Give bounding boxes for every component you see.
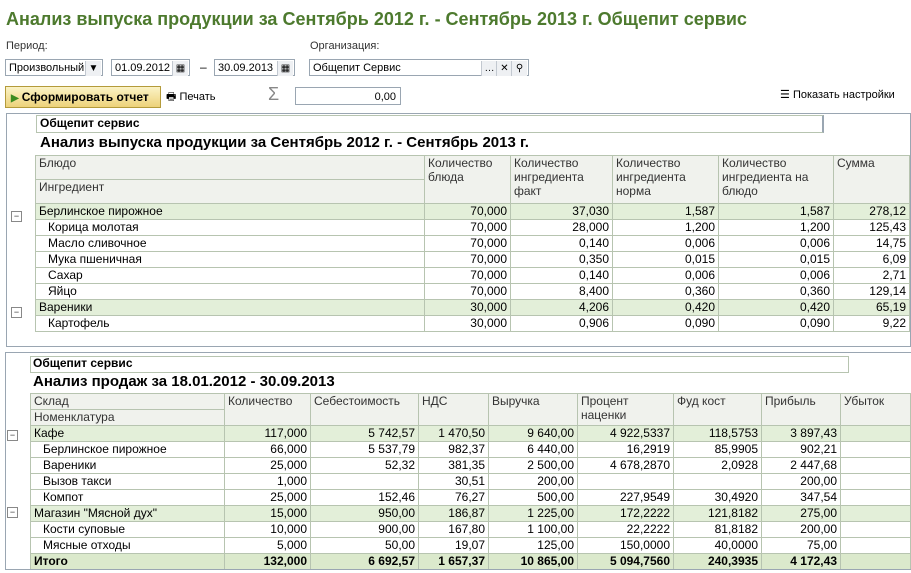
cell-value: 40,0000 bbox=[674, 538, 762, 554]
cell-value: 172,2222 bbox=[578, 506, 674, 522]
collapse-icon[interactable]: − bbox=[11, 211, 22, 222]
table-row[interactable] bbox=[36, 252, 910, 268]
row-name: Яйцо bbox=[36, 284, 425, 300]
row-name: Компот bbox=[31, 490, 225, 506]
table-row[interactable] bbox=[31, 474, 911, 490]
cell-value: 152,46 bbox=[311, 490, 419, 506]
period-type-value: Произвольный bbox=[9, 62, 85, 74]
col-foodcost: Фуд кост bbox=[674, 394, 762, 426]
cell-value: 30,51 bbox=[419, 474, 489, 490]
cell-value bbox=[311, 474, 419, 490]
cell-value: 1 470,50 bbox=[419, 426, 489, 442]
sum-field: 0,00 bbox=[295, 87, 401, 105]
play-icon: ▶ bbox=[11, 93, 19, 104]
cell-value: 28,000 bbox=[511, 220, 613, 236]
cell-value: 70,000 bbox=[425, 236, 511, 252]
table-row[interactable] bbox=[31, 442, 911, 458]
row-name: Корица молотая bbox=[36, 220, 425, 236]
row-name: Картофель bbox=[36, 316, 425, 332]
col-dish: Блюдо bbox=[36, 156, 425, 180]
cell-value: 22,2222 bbox=[578, 522, 674, 538]
generate-report-button[interactable] bbox=[5, 86, 161, 108]
cell-value: 65,19 bbox=[834, 300, 910, 316]
col-ingredient: Ингредиент bbox=[36, 180, 425, 204]
cell-value: 5 742,57 bbox=[311, 426, 419, 442]
table-row[interactable] bbox=[31, 522, 911, 538]
calendar-icon[interactable]: ▦ bbox=[172, 61, 188, 76]
cell-value: 75,00 bbox=[762, 538, 841, 554]
cell-value: 900,00 bbox=[311, 522, 419, 538]
row-name: Вызов такси bbox=[31, 474, 225, 490]
date-to-value: 30.09.2013 bbox=[218, 62, 274, 74]
cell-value: 0,006 bbox=[719, 236, 834, 252]
collapse-icon[interactable]: − bbox=[7, 430, 18, 441]
cell-value: 200,00 bbox=[762, 522, 841, 538]
cell-value: 0,906 bbox=[511, 316, 613, 332]
cell-value: 30,4920 bbox=[674, 490, 762, 506]
date-from-field[interactable] bbox=[111, 59, 190, 76]
cell-value bbox=[841, 474, 911, 490]
col-vat: НДС bbox=[419, 394, 489, 426]
col-nomenclature: Номенклатура bbox=[31, 410, 225, 426]
cell-value bbox=[674, 474, 762, 490]
ellipsis-icon[interactable]: … bbox=[481, 61, 497, 76]
cell-value bbox=[841, 426, 911, 442]
cell-value: 129,14 bbox=[834, 284, 910, 300]
col-markup: Процент наценки bbox=[578, 394, 674, 426]
cell-value: 0,420 bbox=[719, 300, 834, 316]
total-row bbox=[31, 554, 911, 570]
sales-table bbox=[30, 393, 911, 570]
cell-value: 275,00 bbox=[762, 506, 841, 522]
cell-value: 9 640,00 bbox=[489, 426, 578, 442]
row-name: Берлинское пирожное bbox=[36, 204, 425, 220]
clear-icon[interactable]: ✕ bbox=[496, 61, 512, 76]
cell-value: 19,07 bbox=[419, 538, 489, 554]
row-name: Вареники bbox=[31, 458, 225, 474]
print-button[interactable] bbox=[166, 88, 216, 107]
cell-value: 125,43 bbox=[834, 220, 910, 236]
cell-value: 2 500,00 bbox=[489, 458, 578, 474]
production-report bbox=[6, 113, 911, 347]
col-qty-norm: Количество ингредиента норма bbox=[613, 156, 719, 204]
print-label: Печать bbox=[179, 91, 216, 103]
show-settings-button[interactable] bbox=[780, 88, 895, 101]
cell-value: 70,000 bbox=[425, 220, 511, 236]
org-label: Организация: bbox=[310, 40, 380, 52]
cell-value: 167,80 bbox=[419, 522, 489, 538]
col-profit: Прибыль bbox=[762, 394, 841, 426]
total-value bbox=[841, 554, 911, 570]
total-value: 240,3935 bbox=[674, 554, 762, 570]
chevron-down-icon[interactable]: ▼ bbox=[85, 61, 101, 76]
period-label: Период: bbox=[6, 40, 48, 52]
cell-value bbox=[841, 538, 911, 554]
cell-value: 30,000 bbox=[425, 316, 511, 332]
cell-value: 227,9549 bbox=[578, 490, 674, 506]
cell-value: 15,000 bbox=[225, 506, 311, 522]
cell-value: 1 225,00 bbox=[489, 506, 578, 522]
table-row[interactable] bbox=[31, 458, 911, 474]
report2-org: Общепит сервис bbox=[33, 356, 133, 370]
cell-value: 902,21 bbox=[762, 442, 841, 458]
cell-value: 6,09 bbox=[834, 252, 910, 268]
col-cost: Себестоимость bbox=[311, 394, 419, 426]
report1-title: Анализ выпуска продукции за Сентябрь 2012 г. - Сентябрь 2013 г. bbox=[40, 134, 529, 151]
cell-value: 0,015 bbox=[719, 252, 834, 268]
cell-value: 3 897,43 bbox=[762, 426, 841, 442]
table-row[interactable] bbox=[36, 284, 910, 300]
cell-value: 2,71 bbox=[834, 268, 910, 284]
total-value: 1 657,37 bbox=[419, 554, 489, 570]
cell-value: 0,006 bbox=[613, 268, 719, 284]
cell-value: 70,000 bbox=[425, 284, 511, 300]
cell-value: 500,00 bbox=[489, 490, 578, 506]
row-name: Масло сливочное bbox=[36, 236, 425, 252]
row-name: Берлинское пирожное bbox=[31, 442, 225, 458]
cell-value: 76,27 bbox=[419, 490, 489, 506]
printer-icon: 🖶 bbox=[166, 91, 177, 103]
sigma-icon: Σ bbox=[268, 84, 280, 104]
col-qty-per-dish: Количество ингредиента на блюдо bbox=[719, 156, 834, 204]
row-name: Кафе bbox=[31, 426, 225, 442]
cell-value: 125,00 bbox=[489, 538, 578, 554]
cell-value: 1,587 bbox=[719, 204, 834, 220]
total-value: 5 094,7560 bbox=[578, 554, 674, 570]
cell-value: 4 922,5337 bbox=[578, 426, 674, 442]
cell-value: 2,0928 bbox=[674, 458, 762, 474]
cell-value: 0,350 bbox=[511, 252, 613, 268]
org-value: Общепит Сервис bbox=[313, 62, 401, 74]
sales-report bbox=[5, 352, 911, 570]
cell-value: 0,090 bbox=[613, 316, 719, 332]
cell-value: 4,206 bbox=[511, 300, 613, 316]
cell-value: 1,000 bbox=[225, 474, 311, 490]
cell-value: 4 678,2870 bbox=[578, 458, 674, 474]
table-row[interactable] bbox=[36, 268, 910, 284]
collapse-icon[interactable]: − bbox=[7, 507, 18, 518]
org-field[interactable] bbox=[309, 59, 529, 76]
col-qty: Количество bbox=[225, 394, 311, 426]
cell-value: 950,00 bbox=[311, 506, 419, 522]
cell-value: 121,8182 bbox=[674, 506, 762, 522]
org-header-box bbox=[36, 115, 824, 133]
cell-value: 5,000 bbox=[225, 538, 311, 554]
row-name: Мясные отходы bbox=[31, 538, 225, 554]
report2-title: Анализ продаж за 18.01.2012 - 30.09.2013 bbox=[33, 373, 335, 390]
row-name: Сахар bbox=[36, 268, 425, 284]
total-label: Итого bbox=[31, 554, 225, 570]
cell-value: 0,360 bbox=[613, 284, 719, 300]
cell-value: 30,000 bbox=[425, 300, 511, 316]
cell-value: 2 447,68 bbox=[762, 458, 841, 474]
cell-value: 66,000 bbox=[225, 442, 311, 458]
cell-value: 70,000 bbox=[425, 204, 511, 220]
cell-value: 5 537,79 bbox=[311, 442, 419, 458]
cell-value: 10,000 bbox=[225, 522, 311, 538]
search-icon[interactable]: ⚲ bbox=[511, 61, 527, 76]
cell-value: 85,9905 bbox=[674, 442, 762, 458]
table-row[interactable] bbox=[36, 236, 910, 252]
cell-value bbox=[578, 474, 674, 490]
production-table bbox=[35, 155, 910, 332]
cell-value: 1,200 bbox=[613, 220, 719, 236]
cell-value bbox=[841, 442, 911, 458]
cell-value: 9,22 bbox=[834, 316, 910, 332]
row-name: Магазин "Мясной дух" bbox=[31, 506, 225, 522]
col-revenue: Выручка bbox=[489, 394, 578, 426]
cell-value: 52,32 bbox=[311, 458, 419, 474]
total-value: 4 172,43 bbox=[762, 554, 841, 570]
cell-value: 25,000 bbox=[225, 458, 311, 474]
cell-value: 0,006 bbox=[719, 268, 834, 284]
show-settings-label: Показать настройки bbox=[792, 89, 895, 101]
cell-value: 347,54 bbox=[762, 490, 841, 506]
date-to-field[interactable] bbox=[214, 59, 295, 76]
cell-value: 0,140 bbox=[511, 236, 613, 252]
cell-value: 0,015 bbox=[613, 252, 719, 268]
generate-report-label: Сформировать отчет bbox=[21, 90, 149, 104]
group-row[interactable] bbox=[36, 300, 910, 316]
cell-value: 186,87 bbox=[419, 506, 489, 522]
table-row[interactable] bbox=[31, 490, 911, 506]
row-name: Кости суповые bbox=[31, 522, 225, 538]
cell-value: 0,360 bbox=[719, 284, 834, 300]
group-row[interactable] bbox=[31, 506, 911, 522]
cell-value: 1,587 bbox=[613, 204, 719, 220]
total-value: 6 692,57 bbox=[311, 554, 419, 570]
cell-value: 0,090 bbox=[719, 316, 834, 332]
calendar-icon[interactable]: ▦ bbox=[277, 61, 293, 76]
cell-value: 0,420 bbox=[613, 300, 719, 316]
table-row[interactable] bbox=[36, 316, 910, 332]
cell-value: 1 100,00 bbox=[489, 522, 578, 538]
cell-value: 37,030 bbox=[511, 204, 613, 220]
cell-value: 14,75 bbox=[834, 236, 910, 252]
org-header-box bbox=[30, 356, 849, 373]
group-row[interactable] bbox=[31, 426, 911, 442]
report1-org: Общепит сервис bbox=[40, 116, 140, 130]
cell-value: 1,200 bbox=[719, 220, 834, 236]
cell-value bbox=[841, 506, 911, 522]
total-value: 10 865,00 bbox=[489, 554, 578, 570]
cell-value: 0,140 bbox=[511, 268, 613, 284]
cell-value: 200,00 bbox=[762, 474, 841, 490]
col-warehouse: Склад bbox=[31, 394, 225, 410]
cell-value: 150,0000 bbox=[578, 538, 674, 554]
cell-value: 81,8182 bbox=[674, 522, 762, 538]
table-row[interactable] bbox=[36, 220, 910, 236]
col-loss: Убыток bbox=[841, 394, 911, 426]
group-row[interactable] bbox=[36, 204, 910, 220]
cell-value bbox=[841, 522, 911, 538]
row-name: Мука пшеничная bbox=[36, 252, 425, 268]
cell-value: 70,000 bbox=[425, 252, 511, 268]
cell-value: 982,37 bbox=[419, 442, 489, 458]
cell-value: 381,35 bbox=[419, 458, 489, 474]
cell-value: 6 440,00 bbox=[489, 442, 578, 458]
cell-value bbox=[841, 458, 911, 474]
collapse-icon[interactable]: − bbox=[11, 307, 22, 318]
date-from-value: 01.09.2012 bbox=[115, 62, 171, 74]
cell-value: 25,000 bbox=[225, 490, 311, 506]
cell-value: 8,400 bbox=[511, 284, 613, 300]
cell-value: 0,006 bbox=[613, 236, 719, 252]
cell-value: 16,2919 bbox=[578, 442, 674, 458]
col-qty-fact: Количество ингредиента факт bbox=[511, 156, 613, 204]
cell-value: 70,000 bbox=[425, 268, 511, 284]
col-sum: Сумма bbox=[834, 156, 910, 204]
date-separator: – bbox=[200, 60, 207, 74]
cell-value: 118,5753 bbox=[674, 426, 762, 442]
total-value: 132,000 bbox=[225, 554, 311, 570]
cell-value: 278,12 bbox=[834, 204, 910, 220]
cell-value: 50,00 bbox=[311, 538, 419, 554]
col-qty-dish: Количество блюда bbox=[425, 156, 511, 204]
period-type-select[interactable] bbox=[5, 59, 103, 76]
window-title: Анализ выпуска продукции за Сентябрь 2012 г. - Сентябрь 2013 г. Общепит сервис bbox=[6, 9, 747, 29]
cell-value: 200,00 bbox=[489, 474, 578, 490]
cell-value bbox=[841, 490, 911, 506]
row-name: Вареники bbox=[36, 300, 425, 316]
table-row[interactable] bbox=[31, 538, 911, 554]
cell-value: 117,000 bbox=[225, 426, 311, 442]
settings-icon: ☰ bbox=[780, 89, 790, 101]
